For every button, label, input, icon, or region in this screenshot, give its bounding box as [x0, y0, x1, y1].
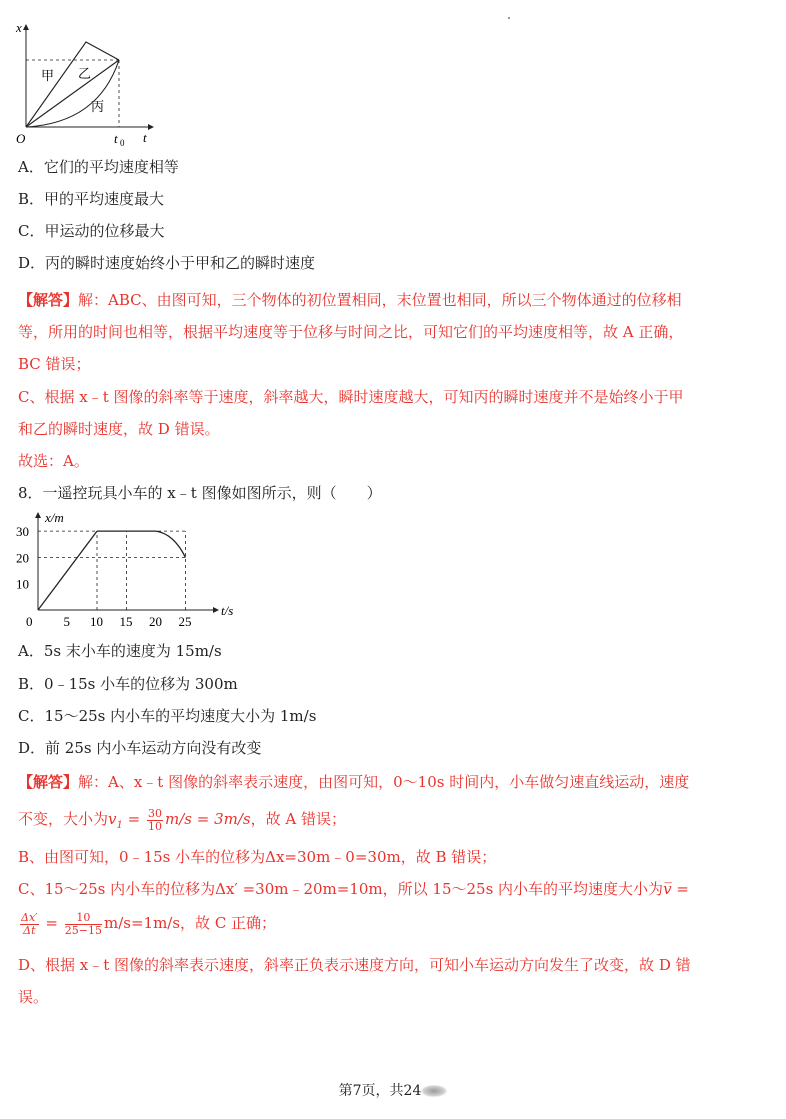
q7-answer-line-3: BC 错误；	[18, 355, 91, 373]
q7-option-b: B．甲的平均速度最大	[18, 190, 165, 208]
q8-answer-line-3: B、由图可知，0﹣15s 小车的位移为Δx=30m﹣0=30m，故 B 错误；	[18, 848, 497, 866]
x-tick-label-20: 20	[149, 614, 162, 629]
q8-option-c: C．15～25s 内小车的平均速度大小为 1m/s	[18, 707, 317, 725]
q8-option-d: D．前 25s 内小车运动方向没有改变	[18, 739, 262, 757]
graph1-y-arrow	[23, 24, 29, 30]
graph1-origin: O	[16, 131, 26, 146]
graph1-t0-sub: 0	[120, 138, 125, 148]
graph1-x-label: x	[16, 20, 22, 35]
q7-option-c: C．甲运动的位移最大	[18, 222, 165, 240]
x-tick-label-15: 15	[119, 614, 133, 629]
q8-option-a: A．5s 末小车的速度为 15m/s	[18, 642, 222, 660]
series-segment-curve	[156, 531, 186, 557]
y-tick-label-10: 10	[16, 576, 29, 592]
graph1-t0: t	[114, 131, 118, 146]
q8-xt-chart	[14, 510, 244, 632]
page-number: 第7页，共24	[338, 1083, 422, 1099]
velocity-symbol: $v_1$	[108, 810, 123, 831]
q8-stem: 8．一遥控玩具小车的 x﹣t 图像如图所示，则（ ）	[18, 484, 382, 502]
page-footer	[0, 1080, 786, 1100]
x-axis-label: t/s	[221, 603, 234, 618]
q8-option-b: B．0﹣15s 小车的位移为 300m	[18, 675, 238, 693]
q7-answer-line-4: C、根据 x﹣t 图像的斜率等于速度，斜率越大，瞬时速度越大，可知丙的瞬时速度并不是始终小于甲	[18, 388, 684, 406]
q8-answer-tag: 【解答】	[18, 773, 79, 791]
q7-option-a: A．它们的平均速度相等	[18, 158, 179, 176]
y-tick-label-30: 30	[16, 524, 29, 540]
x-tick-label-5: 5	[63, 614, 70, 629]
q8-answer-line-5: $\frac{\Delta x'}{\Delta t}$ = $\frac{10}{25-15}$ m/s=1m/s，故 C 正确；	[21, 910, 277, 937]
x-tick-label-0: 0	[26, 614, 33, 629]
smudge	[421, 1085, 447, 1097]
q8-answer-line-1: 【解答】解：A、x﹣t 图像的斜率表示速度，由图可知，0～10s 时间内，小车做匀速直线运动，速度	[18, 773, 690, 791]
graph-1	[8, 18, 158, 148]
stray-dot	[508, 17, 510, 19]
label-yi: 乙	[78, 66, 92, 81]
x-axis-arrow	[213, 607, 219, 613]
q7-answer-line-5: 和乙的瞬时速度，故 D 错误。	[18, 420, 220, 438]
fraction-10-over-25-15: $\frac{10}{25-15}$	[64, 910, 102, 937]
graph1-x-arrow	[148, 124, 154, 130]
fraction-30-10: $\frac{30}{10}$	[147, 806, 162, 833]
q7-answer-tag: 【解答】	[18, 291, 79, 309]
label-bing: 丙	[91, 99, 105, 114]
fraction-dx-dt: $\frac{\Delta x'}{\Delta t}$	[21, 910, 38, 937]
q7-answer-line-6: 故选：A。	[18, 452, 89, 470]
series-segment-rise	[38, 531, 97, 610]
y-axis-arrow	[35, 512, 41, 518]
x-tick-label-25: 25	[178, 614, 192, 629]
q7-option-d: D．丙的瞬时速度始终小于甲和乙的瞬时速度	[18, 254, 316, 272]
q8-answer-line-4: C、15～25s 内小车的位移为Δx′ =30m﹣20m=10m，所以 15～25s 内小车的平均速度大小为v̅ =	[18, 880, 689, 898]
y-tick-label-20: 20	[16, 550, 29, 566]
curve-jia	[26, 42, 119, 127]
graph1-t-label: t	[143, 130, 147, 145]
q8-answer-line-6: D、根据 x﹣t 图像的斜率表示速度，斜率正负表示速度方向，可知小车运动方向发生了改变，故 D 错	[18, 956, 691, 974]
x-tick-label-10: 10	[90, 614, 103, 629]
curve-yi	[26, 60, 119, 127]
q8-answer-line-7: 误。	[18, 988, 49, 1006]
label-jia: 甲	[41, 68, 55, 83]
q7-answer-line-1: 【解答】解：ABC、由图可知，三个物体的初位置相同，末位置也相同，所以三个物体通过的位移相	[18, 291, 682, 309]
y-axis-label: x/m	[45, 510, 64, 525]
q8-answer-line-2: 不变，大小为$v_1$ = $\frac{30}{10}$ m/s = 3m/s，故 A 错误；	[18, 806, 346, 833]
q7-answer-line-2: 等，所用的时间也相等，根据平均速度等于位移与时间之比，可知它们的平均速度相等，故 A 正确，	[18, 323, 684, 341]
